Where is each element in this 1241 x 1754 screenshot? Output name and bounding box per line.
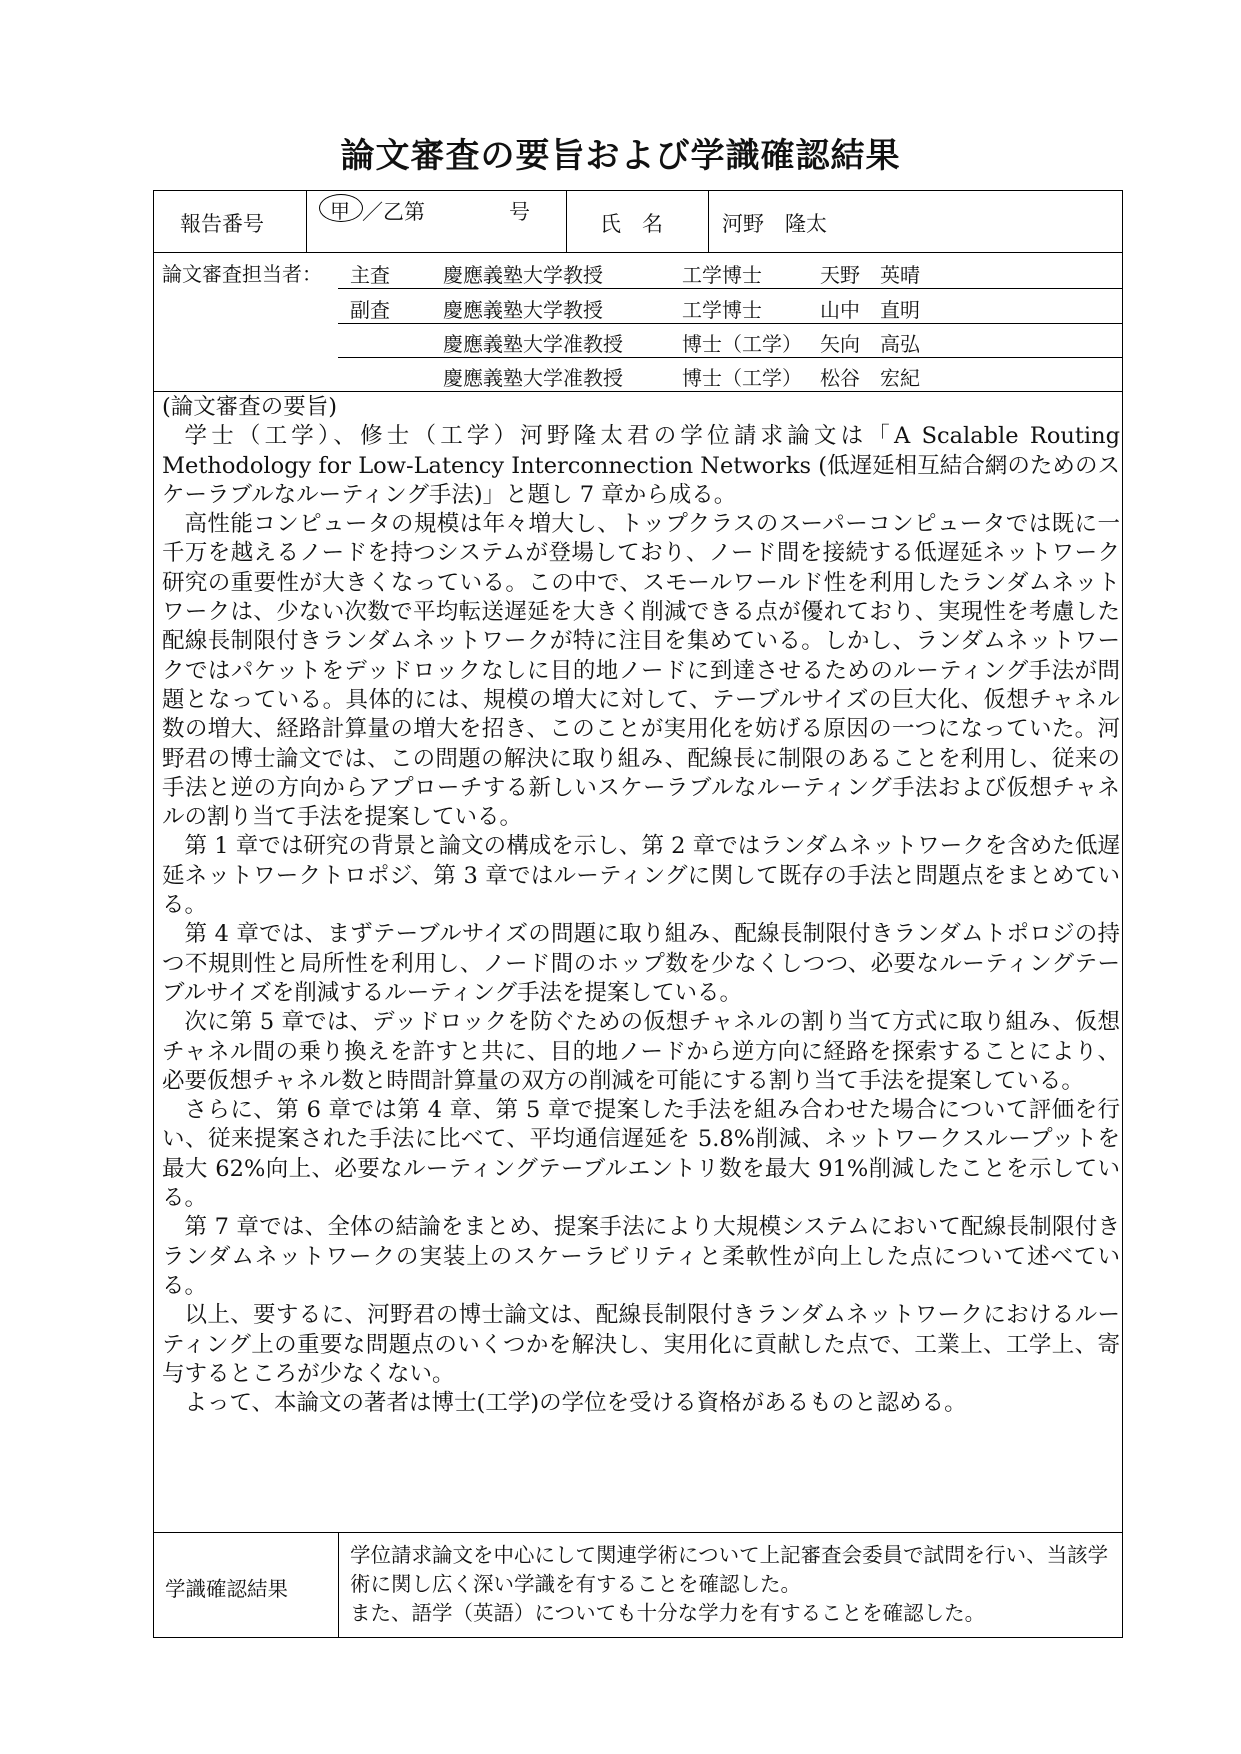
examiner-degree: 工学博士 — [682, 298, 762, 322]
examiner-affiliation: 慶應義塾大学准教授 — [443, 332, 623, 356]
examiners-label: 論文審査担当者： — [162, 262, 322, 286]
summary-paragraph: よって、本論文の著者は博士(工学)の学位を受ける資格があるものと認める。 — [184, 1390, 967, 1417]
examiner-name: 矢向 高弘 — [820, 332, 920, 356]
examiner-role: 主査 — [350, 263, 390, 287]
result-text — [350, 1541, 1118, 1628]
kou-label: 甲 — [330, 199, 350, 223]
examiner-degree: 博士（工学） — [682, 366, 802, 390]
divider — [338, 1532, 339, 1638]
divider — [306, 190, 307, 252]
name-label: 氏 名 — [600, 212, 663, 236]
divider — [338, 357, 1123, 358]
result-label: 学識確認結果 — [165, 1577, 288, 1601]
summary-paragraph: 学士（工学）、修士（工学）河野隆太君の学位請求論文は「A Scalable Routing Methodology for Low-Latency Interconnection Networks (低遅延相互結合網のためのスケーラブルなルーティング手法)」と題し 7 章から成る。 — [162, 423, 1120, 508]
page-title: 論文審査の要旨および学識確認結果 — [340, 136, 901, 176]
report-number-value: ／乙第 号 — [362, 200, 530, 224]
examiner-role: 副査 — [350, 298, 390, 322]
divider — [153, 1532, 1123, 1533]
examiner-affiliation: 慶應義塾大学准教授 — [443, 366, 623, 390]
divider — [338, 288, 1123, 289]
summary-heading: (論文審査の要旨) — [162, 394, 338, 420]
divider — [338, 323, 1123, 324]
report-number-label: 報告番号 — [180, 212, 264, 236]
examiner-degree: 博士（工学） — [682, 332, 802, 356]
summary-paragraph: さらに、第 6 章では第 4 章、第 5 章で提案した手法を組み合わせた場合について評価を行い、従来提案された手法に比べて、平均通信遅延を 5.8%削減、ネットワークスループットを最大 62%向上、必要なルーティングテーブルエントリ数を最大 91%削減したことを示している。 — [162, 1097, 1120, 1212]
review-summary — [162, 393, 1120, 1418]
summary-paragraph: 高性能コンピュータの規模は年々増大し、トップクラスのスーパーコンピュータでは既に一千万を越えるノードを持つシステムが登場しており、ノード間を接続する低遅延ネットワーク研究の重要性が大きくなっている。この中で、スモールワールド性を利用したランダムネットワークは、少ない次数で平均転送遅延を大きく削減できる点が優れており、実現性を考慮した配線長制限付きランダムネットワークが特に注目を集めている。しかし、ランダムネットワークではパケットをデッドロックなしに目的地ノードに到達させるためのルーティング手法が問題となっている。具体的には、規模の増大に対して、テーブルサイズの巨大化、仮想チャネル数の増大、経路計算量の増大を招き、このことが実用化を妨げる原因の一つになっていた。河野君の博士論文では、この問題の解決に取り組み、配線長に制限のあることを利用し、従来の手法と逆の方向からアプローチする新しいスケーラブルなルーティング手法および仮想チャネルの割り当て手法を提案している。 — [162, 511, 1120, 831]
summary-paragraph: 第 7 章では、全体の結論をまとめ、提案手法により大規模システムにおいて配線長制限付きランダムネットワークの実装上のスケーラビリティと柔軟性が向上した点について述べている。 — [162, 1214, 1120, 1299]
divider — [153, 391, 1123, 392]
summary-paragraph: 次に第 5 章では、デッドロックを防ぐための仮想チャネルの割り当て方式に取り組み、仮想チャネル間の乗り換えを許すと共に、目的地ノードから逆方向に経路を探索することにより、必要仮想チャネル数と時間計算量の双方の削減を可能にする割り当て手法を提案している。 — [162, 1009, 1120, 1094]
summary-paragraph: 以上、要するに、河野君の博士論文は、配線長制限付きランダムネットワークにおけるルーティング上の重要な問題点のいくつかを解決し、実用化に貢献した点で、工業上、工学上、寄与するところが少なくない。 — [162, 1302, 1120, 1387]
examiner-affiliation: 慶應義塾大学教授 — [443, 263, 603, 287]
summary-paragraph: 第 1 章では研究の背景と論文の構成を示し、第 2 章ではランダムネットワークを含めた低遅延ネットワークトロポジ、第 3 章ではルーティングに関して既存の手法と問題点をまとめている。 — [162, 833, 1120, 919]
examiner-affiliation: 慶應義塾大学教授 — [443, 298, 603, 322]
result-line: また、語学（英語）についても十分な学力を有することを確認した。 — [350, 1601, 986, 1625]
divider — [708, 190, 709, 252]
examiner-name: 天野 英晴 — [820, 263, 920, 287]
examiner-name: 松谷 宏紀 — [820, 366, 920, 390]
name-value: 河野 隆太 — [722, 212, 827, 236]
divider — [153, 252, 1123, 253]
summary-paragraph: 第 4 章では、まずテーブルサイズの問題に取り組み、配線長制限付きランダムトポロジの持つ不規則性と局所性を利用し、ノード間のホップ数を少なくしつつ、必要なルーティングテーブルサイズを削減するルーティング手法を提案している。 — [162, 921, 1120, 1006]
examiner-name: 山中 直明 — [820, 298, 920, 322]
result-line: 学位請求論文を中心にして関連学術について上記審査会委員で試問を行い、当該学術に関し広く深い学識を有することを確認した。 — [350, 1543, 1109, 1596]
examiner-degree: 工学博士 — [682, 263, 762, 287]
divider — [566, 190, 567, 252]
